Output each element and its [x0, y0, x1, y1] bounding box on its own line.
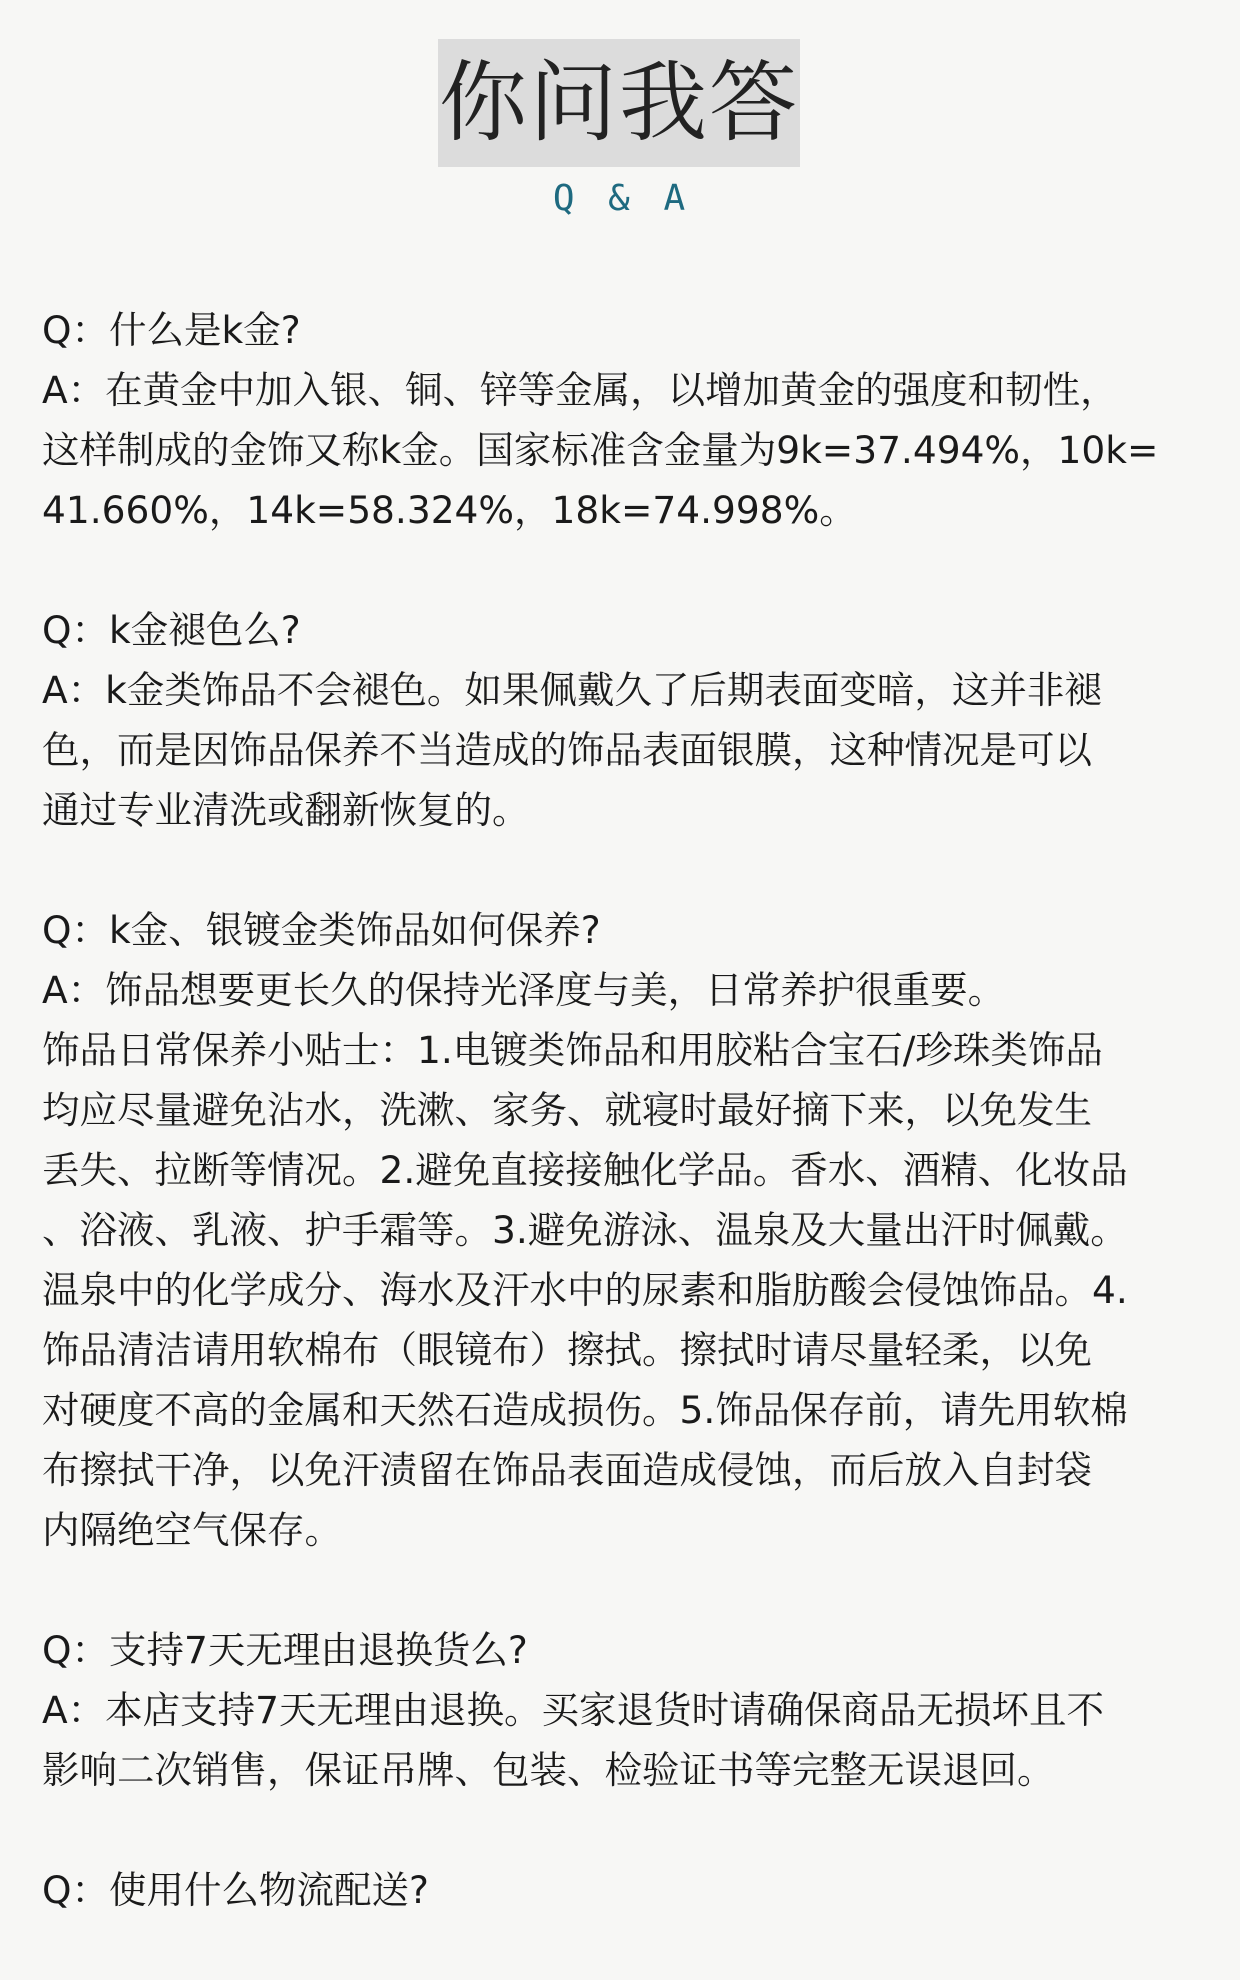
answer-line: A：本店支持7天无理由退换。买家退货时请确保商品无损坏且不 — [42, 1688, 1105, 1732]
qa-item — [42, 900, 1202, 1560]
answer-line: 、浴液、乳液、护手霜等。3.避免游泳、温泉及大量出汗时佩戴。 — [42, 1208, 1128, 1252]
answer-line: 通过专业清洗或翻新恢复的。 — [42, 788, 530, 832]
question: Q：支持7天无理由退换货么? — [42, 1628, 528, 1672]
answer-line: 饰品日常保养小贴士：1.电镀类饰品和用胶粘合宝石/珍珠类饰品 — [42, 1028, 1103, 1072]
qa-item — [42, 1860, 1202, 1920]
page-title: 你问我答 — [438, 51, 799, 154]
question: Q：k金褪色么? — [42, 608, 301, 652]
question: Q：什么是k金? — [42, 308, 301, 352]
header — [0, 0, 1240, 235]
answer-line: 丢失、拉断等情况。2.避免直接接触化学品。香水、酒精、化妆品 — [42, 1148, 1128, 1192]
answer-line: 这样制成的金饰又称k金。国家标准含金量为9k=37.494%，10k= — [42, 428, 1159, 472]
question: Q：k金、银镀金类饰品如何保养? — [42, 908, 601, 952]
qa-item — [42, 600, 1202, 840]
answer-line: 对硬度不高的金属和天然石造成损伤。5.饰品保存前，请先用软棉 — [42, 1388, 1128, 1432]
answer-line: A：k金类饰品不会褪色。如果佩戴久了后期表面变暗，这并非褪 — [42, 668, 1102, 712]
answer-line: 温泉中的化学成分、海水及汗水中的尿素和脂肪酸会侵蚀饰品。4. — [42, 1268, 1128, 1312]
answer-line: A：饰品想要更长久的保持光泽度与美，日常养护很重要。 — [42, 968, 1006, 1012]
qa-list — [42, 300, 1202, 1980]
page-subtitle: Q & A — [552, 178, 688, 219]
answer-line: 饰品清洁请用软棉布（眼镜布）擦拭。擦拭时请尽量轻柔，以免 — [42, 1328, 1092, 1372]
answer-line: 均应尽量避免沾水，洗漱、家务、就寝时最好摘下来，以免发生 — [42, 1088, 1092, 1132]
qa-item — [42, 300, 1202, 540]
answer-line: 布擦拭干净，以免汗渍留在饰品表面造成侵蚀，而后放入自封袋 — [42, 1448, 1092, 1492]
answer-line: A：在黄金中加入银、铜、锌等金属，以增加黄金的强度和韧性， — [42, 368, 1118, 412]
answer-line: 41.660%，14k=58.324%，18k=74.998%。 — [42, 488, 857, 532]
question: Q：使用什么物流配送? — [42, 1868, 429, 1912]
answer-line: 色，而是因饰品保养不当造成的饰品表面银膜，这种情况是可以 — [42, 728, 1092, 772]
answer-line: 内隔绝空气保存。 — [42, 1508, 342, 1552]
qa-item — [42, 1620, 1202, 1800]
answer-line: 影响二次销售，保证吊牌、包装、检验证书等完整无误退回。 — [42, 1748, 1055, 1792]
title-banner — [438, 39, 800, 167]
